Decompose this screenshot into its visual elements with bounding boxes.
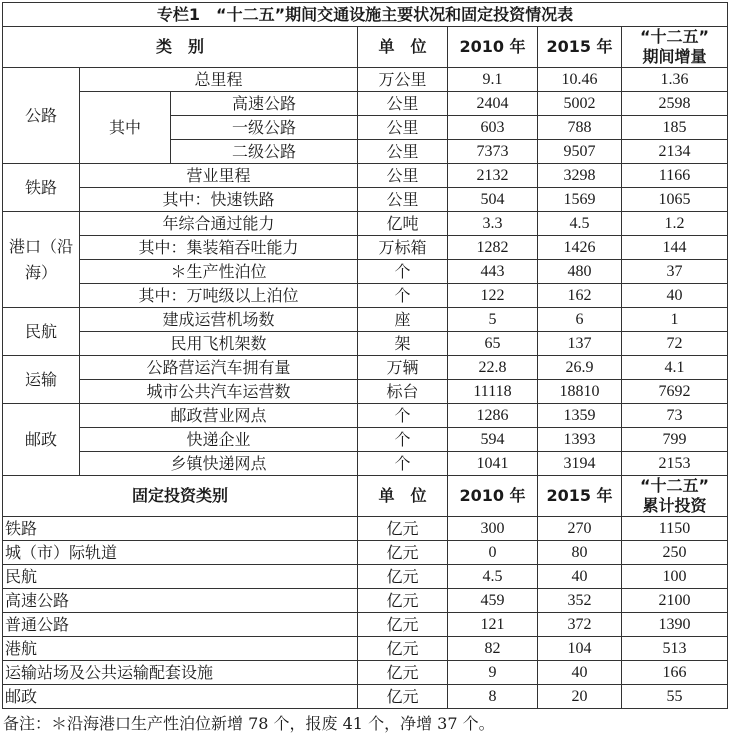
- row-delta: 144: [622, 236, 728, 260]
- row-2015: 1569: [538, 188, 622, 212]
- invest-total: 100: [622, 565, 728, 589]
- invest-2010: 9: [448, 661, 538, 685]
- invest-total: 2100: [622, 589, 728, 613]
- invest-total: 166: [622, 661, 728, 685]
- footnote: 备注：＊沿海港口生产性泊位新增 78 个，报废 41 个，净增 37 个。: [3, 714, 495, 733]
- row-item: 民用飞机架数: [80, 332, 358, 356]
- invest-row: [3, 589, 728, 613]
- row-unit: 标台: [358, 380, 448, 404]
- header-change: [622, 27, 728, 68]
- invest-item: 运输站场及公共运输配套设施: [3, 661, 358, 685]
- row-delta: 2598: [622, 92, 728, 116]
- row-2010: 594: [448, 428, 538, 452]
- invest-item: 城（市）际轨道: [3, 541, 358, 565]
- invest-unit: 亿元: [358, 517, 448, 541]
- row-2015: 137: [538, 332, 622, 356]
- row-2010: 2404: [448, 92, 538, 116]
- row-2015: 9507: [538, 140, 622, 164]
- row-item: 年综合通过能力: [80, 212, 358, 236]
- invest-item: 高速公路: [3, 589, 358, 613]
- table-row: [3, 452, 728, 476]
- row-delta: 2134: [622, 140, 728, 164]
- row-2015: 10.46: [538, 68, 622, 92]
- invest-2010: 82: [448, 637, 538, 661]
- table-row: [3, 308, 728, 332]
- row-unit: 架: [358, 332, 448, 356]
- header-2015: 2015 年: [538, 27, 622, 68]
- row-2015: 3194: [538, 452, 622, 476]
- row-unit: 公里: [358, 164, 448, 188]
- row-item: 一级公路: [171, 116, 358, 140]
- invest-row: [3, 661, 728, 685]
- row-item: 其中：集装箱吞吐能力: [80, 236, 358, 260]
- row-item: 城市公共汽车运营数: [80, 380, 358, 404]
- invest-2015: 352: [538, 589, 622, 613]
- row-2010: 603: [448, 116, 538, 140]
- group-port: 港口（沿海）: [3, 212, 80, 308]
- header-unit: 单 位: [358, 27, 448, 68]
- invest-unit: 亿元: [358, 541, 448, 565]
- table-row: [3, 236, 728, 260]
- row-item: 高速公路: [171, 92, 358, 116]
- row-item: 其中：快速铁路: [80, 188, 358, 212]
- invest-row: [3, 685, 728, 709]
- row-2010: 1041: [448, 452, 538, 476]
- row-item: 乡镇快递网点: [80, 452, 358, 476]
- row-2015: 26.9: [538, 356, 622, 380]
- invest-unit: 亿元: [358, 589, 448, 613]
- row-item: 总里程: [80, 68, 358, 92]
- row-2010: 1282: [448, 236, 538, 260]
- invest-total: 1150: [622, 517, 728, 541]
- invest-2015: 80: [538, 541, 622, 565]
- invest-2010: 300: [448, 517, 538, 541]
- row-2010: 1286: [448, 404, 538, 428]
- row-2010: 7373: [448, 140, 538, 164]
- row-2015: 4.5: [538, 212, 622, 236]
- transport-table: [2, 2, 728, 709]
- row-unit: 个: [358, 260, 448, 284]
- table-row: [3, 92, 728, 116]
- table-row: [3, 428, 728, 452]
- invest-header-2010: 2010 年: [448, 476, 538, 517]
- invest-item: 民航: [3, 565, 358, 589]
- row-delta: 37: [622, 260, 728, 284]
- row-2010: 2132: [448, 164, 538, 188]
- table-title: 专栏1 “十二五”期间交通设施主要状况和固定投资情况表: [3, 3, 728, 27]
- row-delta: 1.36: [622, 68, 728, 92]
- row-unit: 公里: [358, 92, 448, 116]
- invest-2010: 4.5: [448, 565, 538, 589]
- invest-item: 普通公路: [3, 613, 358, 637]
- invest-row: [3, 565, 728, 589]
- row-item: 快递企业: [80, 428, 358, 452]
- group-highway: 公路: [3, 68, 80, 164]
- row-unit: 座: [358, 308, 448, 332]
- table-row: [3, 284, 728, 308]
- table-row: [3, 332, 728, 356]
- header-row: [3, 27, 728, 68]
- row-delta: 185: [622, 116, 728, 140]
- invest-item: 邮政: [3, 685, 358, 709]
- group-highway-sub: 其中: [80, 92, 171, 164]
- invest-2015: 40: [538, 661, 622, 685]
- row-item: 营业里程: [80, 164, 358, 188]
- row-unit: 公里: [358, 116, 448, 140]
- table-row: [3, 68, 728, 92]
- invest-item: 港航: [3, 637, 358, 661]
- row-unit: 公里: [358, 140, 448, 164]
- row-2010: 9.1: [448, 68, 538, 92]
- invest-2015: 40: [538, 565, 622, 589]
- row-unit: 万公里: [358, 68, 448, 92]
- invest-2015: 104: [538, 637, 622, 661]
- group-transport: 运输: [3, 356, 80, 404]
- row-unit: 个: [358, 428, 448, 452]
- header-change-line1: “十二五”: [639, 27, 710, 46]
- table-row: [3, 164, 728, 188]
- invest-header-row: [3, 476, 728, 517]
- invest-header-unit: 单 位: [358, 476, 448, 517]
- row-item: 二级公路: [171, 140, 358, 164]
- table-row: [3, 356, 728, 380]
- invest-total: 250: [622, 541, 728, 565]
- invest-2015: 20: [538, 685, 622, 709]
- row-2010: 122: [448, 284, 538, 308]
- invest-unit: 亿元: [358, 613, 448, 637]
- row-2015: 1359: [538, 404, 622, 428]
- row-2010: 504: [448, 188, 538, 212]
- table-row: [3, 188, 728, 212]
- row-2015: 3298: [538, 164, 622, 188]
- table-title-row: [3, 3, 728, 27]
- header-category: 类 别: [3, 27, 358, 68]
- row-2015: 1426: [538, 236, 622, 260]
- row-2015: 480: [538, 260, 622, 284]
- row-delta: 2153: [622, 452, 728, 476]
- invest-header-total: [622, 476, 728, 517]
- invest-unit: 亿元: [358, 661, 448, 685]
- invest-unit: 亿元: [358, 637, 448, 661]
- row-delta: 1065: [622, 188, 728, 212]
- invest-row: [3, 517, 728, 541]
- invest-2010: 459: [448, 589, 538, 613]
- row-2010: 443: [448, 260, 538, 284]
- table-row: [3, 380, 728, 404]
- row-2010: 5: [448, 308, 538, 332]
- invest-header-total-line1: “十二五”: [639, 476, 710, 495]
- row-2010: 11118: [448, 380, 538, 404]
- table-row: [3, 212, 728, 236]
- row-2015: 162: [538, 284, 622, 308]
- group-aviation: 民航: [3, 308, 80, 356]
- invest-header-2015: 2015 年: [538, 476, 622, 517]
- row-item: 其中：万吨级以上泊位: [80, 284, 358, 308]
- row-delta: 4.1: [622, 356, 728, 380]
- row-delta: 40: [622, 284, 728, 308]
- row-delta: 1.2: [622, 212, 728, 236]
- row-delta: 73: [622, 404, 728, 428]
- row-unit: 公里: [358, 188, 448, 212]
- invest-total: 1390: [622, 613, 728, 637]
- invest-2010: 8: [448, 685, 538, 709]
- invest-total: 513: [622, 637, 728, 661]
- row-unit: 万辆: [358, 356, 448, 380]
- row-2010: 3.3: [448, 212, 538, 236]
- row-2010: 22.8: [448, 356, 538, 380]
- row-item: ＊生产性泊位: [80, 260, 358, 284]
- invest-total: 55: [622, 685, 728, 709]
- invest-2010: 121: [448, 613, 538, 637]
- row-delta: 799: [622, 428, 728, 452]
- header-2010: 2010 年: [448, 27, 538, 68]
- row-unit: 个: [358, 404, 448, 428]
- row-2010: 65: [448, 332, 538, 356]
- row-item: 建成运营机场数: [80, 308, 358, 332]
- group-postal: 邮政: [3, 404, 80, 476]
- invest-2015: 270: [538, 517, 622, 541]
- row-2015: 788: [538, 116, 622, 140]
- invest-header-total-line2: 累计投资: [642, 496, 707, 515]
- row-item: 邮政营业网点: [80, 404, 358, 428]
- invest-row: [3, 637, 728, 661]
- row-2015: 6: [538, 308, 622, 332]
- invest-unit: 亿元: [358, 565, 448, 589]
- row-delta: 1: [622, 308, 728, 332]
- row-delta: 7692: [622, 380, 728, 404]
- invest-unit: 亿元: [358, 685, 448, 709]
- row-2015: 5002: [538, 92, 622, 116]
- row-unit: 亿吨: [358, 212, 448, 236]
- row-delta: 72: [622, 332, 728, 356]
- invest-item: 铁路: [3, 517, 358, 541]
- row-delta: 1166: [622, 164, 728, 188]
- row-unit: 个: [358, 284, 448, 308]
- invest-2015: 372: [538, 613, 622, 637]
- row-item: 公路营运汽车拥有量: [80, 356, 358, 380]
- invest-row: [3, 613, 728, 637]
- row-unit: 万标箱: [358, 236, 448, 260]
- group-railway: 铁路: [3, 164, 80, 212]
- header-change-line2: 期间增量: [642, 47, 707, 66]
- invest-header-category: 固定投资类别: [3, 476, 358, 517]
- row-2015: 1393: [538, 428, 622, 452]
- table-row: [3, 404, 728, 428]
- row-unit: 个: [358, 452, 448, 476]
- row-2015: 18810: [538, 380, 622, 404]
- table-row: [3, 260, 728, 284]
- invest-row: [3, 541, 728, 565]
- invest-2010: 0: [448, 541, 538, 565]
